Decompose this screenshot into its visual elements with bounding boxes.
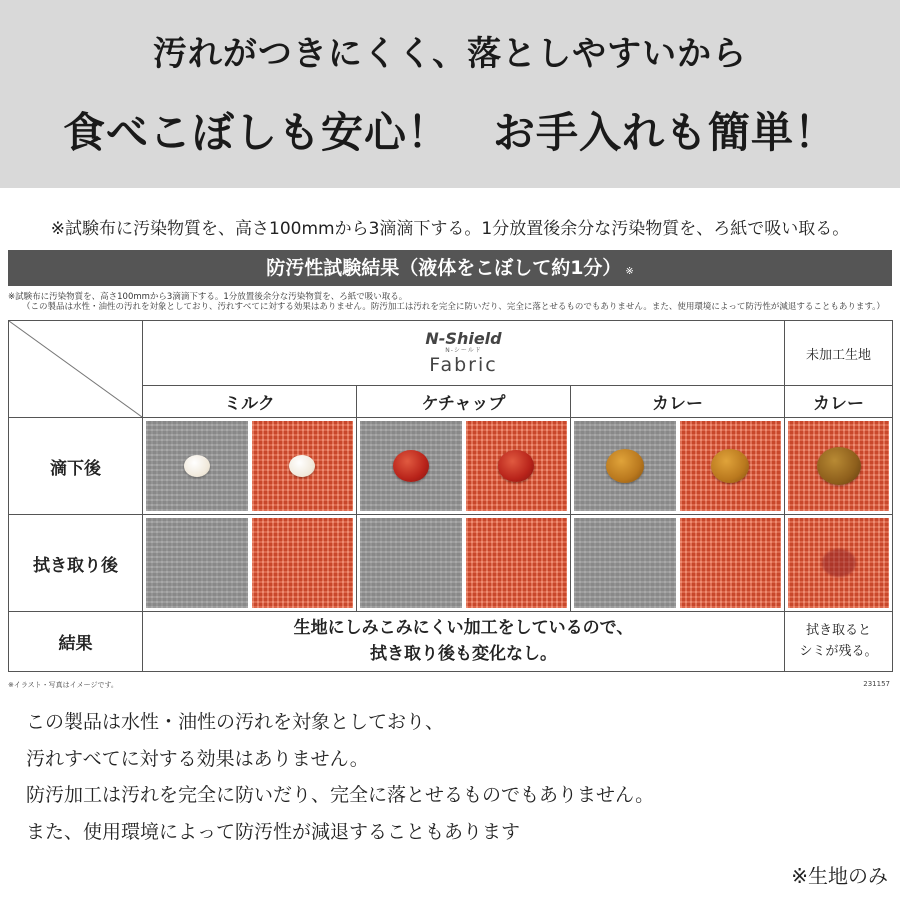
fabric-orange-swatch (252, 421, 354, 511)
fabric-only-note: ※生地のみ (791, 864, 888, 888)
cell-untreated-wiped (785, 515, 893, 612)
fabric-orange-swatch (680, 421, 782, 511)
disclaimer-line: 防汚加工は汚れを完全に防いだり、完全に落とせるものでもありません。 (26, 784, 655, 806)
fabric-gray-swatch (360, 518, 462, 608)
disclaimer-line: 汚れすべてに対する効果はありません。 (26, 747, 369, 770)
nshield-logo-cell (143, 321, 785, 386)
curry-drop (711, 449, 749, 483)
result-untreated-line2: シミが残る。 (799, 643, 878, 659)
curry-drop (606, 449, 644, 483)
results-banner (8, 250, 892, 286)
cell-milk-drop (143, 418, 357, 515)
cell-milk-wiped (143, 515, 357, 612)
result-untreated (785, 612, 893, 672)
row-after-drop: 滴下後 (9, 418, 143, 515)
corner-diagonal (9, 321, 142, 417)
item-code: 231157 (863, 680, 890, 688)
fabric-orange-swatch (466, 421, 568, 511)
fabric-gray-swatch (574, 518, 676, 608)
fabric-orange-swatch (788, 421, 889, 511)
small-note-2: （この製品は水性・油性の汚れを対象としており、汚れすべてに対する効果はありません。防汚加工は汚れを完全に防いだり、完全に落とせるものでもありません。また、使用環境によって防汚性が減退することもあります。） (22, 302, 885, 312)
test-note: ※試験布に汚染物質を、高さ100mmから3滴滴下する。1分放置後余分な汚染物質を、ろ紙で吸い取る。 (50, 219, 850, 239)
banner-title: 防汚性試験結果（液体をこぼして約1分） (266, 257, 622, 279)
image-disclaimer: ※イラスト・写真はイメージです。 (8, 681, 118, 689)
header-banner (0, 0, 900, 188)
banner-mark: ※ (625, 266, 634, 277)
fabric-gray-swatch (360, 421, 462, 511)
disclaimer-line: この製品は水性・油性の汚れを対象としており、 (26, 711, 445, 733)
fabric-orange-swatch (466, 518, 568, 608)
col-milk: ミルク (143, 386, 357, 418)
result-treated (143, 612, 785, 672)
headline-1: 汚れがつきにくく、落としやすいから (152, 34, 748, 74)
milk-drop (184, 455, 210, 477)
row-after-wipe: 拭き取り後 (9, 515, 143, 612)
fabric-gray-swatch (146, 518, 248, 608)
fabric-orange-swatch (252, 518, 354, 608)
disclaimer-paragraph (26, 704, 654, 850)
ketchup-drop (393, 450, 429, 482)
col-curry: カレー (571, 386, 785, 418)
col-curry-untreated: カレー (785, 386, 893, 418)
logo-name: N-Shield (425, 329, 502, 348)
fabric-orange-swatch (680, 518, 782, 608)
cell-untreated-drop (785, 418, 893, 515)
milk-drop (289, 455, 315, 477)
cell-ketchup-wiped (357, 515, 571, 612)
ketchup-drop (498, 450, 534, 482)
cell-ketchup-drop (357, 418, 571, 515)
stain-test-table (8, 320, 893, 672)
logo-sub: N-シールド (445, 347, 482, 354)
fabric-orange-swatch (788, 518, 889, 608)
cell-curry-drop (571, 418, 785, 515)
row-result: 結果 (9, 612, 143, 672)
col-ketchup: ケチャップ (357, 386, 571, 418)
fabric-gray-swatch (574, 421, 676, 511)
fabric-gray-swatch (146, 421, 248, 511)
small-note-1: ※試験布に汚染物質を、高さ100mmから3滴滴下する。1分放置後余分な汚染物質を、ろ紙で吸い取る。 (8, 292, 408, 302)
result-untreated-line1: 拭き取ると (806, 622, 872, 638)
disclaimer-line: また、使用環境によって防汚性が減退することもあります (26, 820, 521, 843)
untreated-header: 未加工生地 (785, 321, 893, 386)
cell-curry-wiped (571, 515, 785, 612)
headline-2: 食べこぼしも安心！ お手入れも簡単！ (62, 108, 837, 157)
nshield-logo (425, 331, 501, 375)
table-corner (9, 321, 143, 418)
result-treated-line2: 拭き取り後も変化なし。 (370, 643, 557, 664)
stain-mark (822, 549, 856, 577)
curry-drop (817, 447, 861, 485)
logo-fabric: Fabric (429, 354, 498, 376)
result-treated-line1: 生地にしみこみにくい加工をしているので、 (293, 618, 634, 638)
